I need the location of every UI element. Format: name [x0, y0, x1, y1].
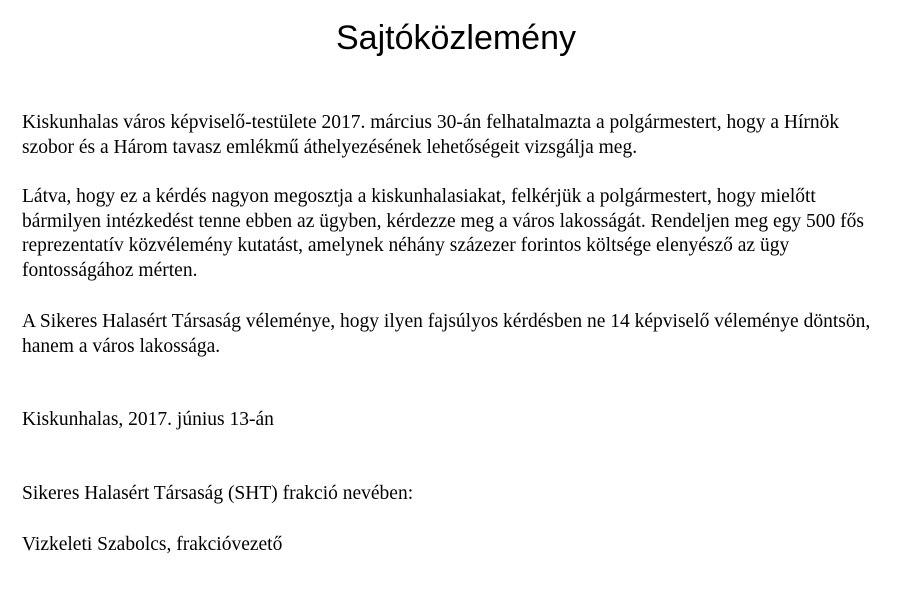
place-and-date: Kiskunhalas, 2017. június 13-án: [22, 409, 274, 430]
signer-name: Vizkeleti Szabolcs, frakcióvezető: [22, 534, 283, 555]
document-title: Sajtóközlemény: [335, 19, 576, 57]
paragraph-sht-opinion: A Sikeres Halasért Társaság véleménye, hogy ilyen fajsúlyos kérdésben ne 14 képviselő véleménye döntsön, hanem a város lakossága.: [22, 311, 871, 357]
signer-organization: Sikeres Halasért Társaság (SHT) frakció nevében:: [22, 483, 414, 504]
paragraph-council-decision: Kiskunhalas város képviselő-testülete 2017. március 30-án felhatalmazta a polgármestert, hogy a Hírnök szobor és a Három tavasz emlékmű áthelyezésének lehetőségeit vizsgálja meg.: [22, 112, 840, 158]
paragraph-request-survey: Látva, hogy ez a kérdés nagyon megosztja a kiskunhalasiakat, felkérjük a polgármestert, hogy mielőtt bármilyen intézkedést tenne ebben az ügyben, kérdezze meg a város lakosságát. Rendeljen meg egy 500 fős reprezentatív közvélemény kutatást, amelynek néhány százezer forintos költsége elenyésző az ügy fontosságához mérten.: [22, 186, 864, 281]
